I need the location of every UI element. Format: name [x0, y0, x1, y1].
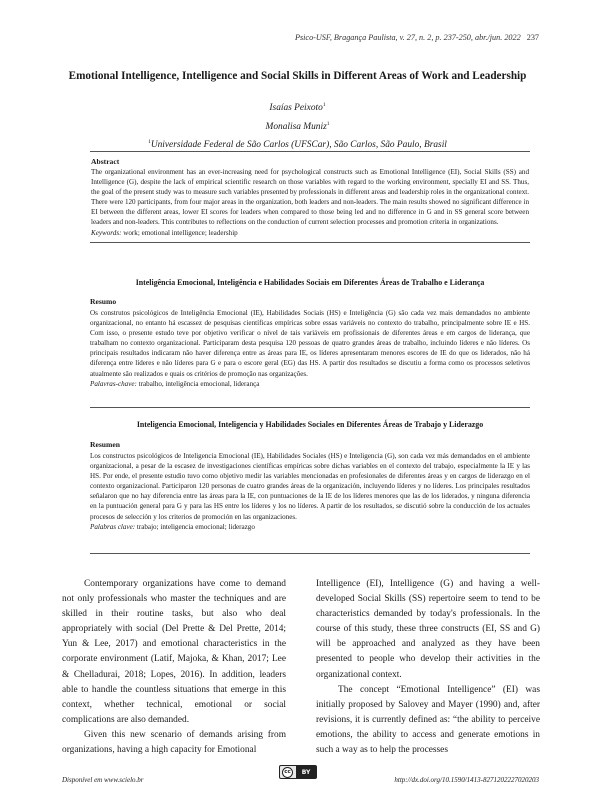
resumen-keywords: Palabras clave: trabajo; inteligencia emocional; liderazgo	[90, 522, 255, 531]
journal-citation: Psico-USF, Bragança Paulista, v. 27, n. 2, p. 237-250, abr./jun. 2022	[294, 33, 521, 42]
body-column-left	[62, 577, 286, 758]
resumo-label: Resumo	[90, 297, 117, 306]
author-2: Monalisa Muniz$^1$	[265, 120, 330, 132]
abstract-label: Abstract	[91, 157, 120, 166]
running-head	[295, 33, 539, 42]
creative-commons-icon: cc	[282, 767, 293, 778]
resumen-text: Los constructos psicológicos de Inteligencia Emocional (IE), Habilidades Sociales (HS) e Inteligencia (G), son cada vez más demandados en el ambiente organizacional, a pesar de la escasez de investigaciones científicas empíricas sobre dichas variables en el contexto del trabajo, especialmente la IE y las HS. Por ende, el presente estudio tuvo como objetivo medir las variables mencionadas en profesionales de diferentes áreas y en cargos de liderazgo en el contexto organizacional. Participaron 120 personas de cuatro grandes áreas de la organización, incluyendo líderes y no líderes. Los principales resultados señalaron que no hay diferencia entre las áreas para la IE, con puntuaciones de la IE de los líderes menores que las de los liderados, y ninguna diferencia en la puntuación general para G y para las HS entre los líderes y los no líderes. A partir de los resultados, se discutió sobre la conducción de los actuales procesos de selección y los criterios de promoción en las organizaciones.	[90, 452, 530, 521]
resumo-section	[90, 297, 530, 389]
footer-availability: Disponível em www.scielo.br	[62, 776, 144, 784]
spanish-title: Inteligencia Emocional, Inteligencia y Habilidades Sociales en Diferentes Áreas de Trabajo y Liderazgo	[136, 420, 484, 429]
page-number: 237	[526, 33, 539, 42]
affiliation: $^1$Universidade Federal de São Carlos (UFSCar), São Carlos, São Paulo, Brasil	[148, 139, 447, 151]
cc-by-license-badge[interactable]	[279, 765, 317, 779]
resumen-section	[90, 440, 530, 532]
author-list	[0, 98, 595, 154]
abstract-text: The organizational environment has an ever-increasing need for psychological constructs such as Emotional Intelligence (EI), Social Skills (SS) and Intelligence (G), despite the lack of empirical scientific research on those variables with regard to the working environment, specially EI and SS. Thus, the goal of the present study was to measure such variables presented by professionals in different areas and leadership roles in the organizational context. There were 120 participants, from four major areas in the organization, both leaders and non-leaders. The main results showed no significant difference in EI between the different areas, lower EI scores for leaders when compared to those being led and no difference in G and in SS general score between leaders and non-leaders. This contributes to reflections on the conduction of current selection processes and promotion criteria in organizations.	[91, 168, 529, 227]
paper-title: Emotional Intelligence, Intelligence and Social Skills in Different Areas of Work and Leadership	[68, 70, 527, 82]
doi-link[interactable]: http://dx.doi.org/10.1590/1413-8271202227020203	[394, 776, 539, 784]
abstract-section	[90, 151, 530, 243]
divider	[90, 407, 530, 408]
resumen-label: Resumen	[90, 440, 120, 449]
by-attribution-icon: BY	[296, 766, 316, 778]
author-1: Isaías Peixoto$^1$	[269, 102, 326, 114]
abstract-keywords: Keywords: work; emotional intelligence; leadership	[91, 228, 238, 237]
resumo-keywords: Palavras-chave: trabalho, inteligência emocional, liderança	[90, 379, 260, 388]
body-paragraph: Contemporary organizations have come to demand not only professionals who master the techniques and are skilled in their routine tasks, but also who deal appropriately with social (Del Prette & Del Prette, 2014; Yun & Lee, 2017) and emotional characteristics in the corporate environment (Latif, Majoka, & Khan, 2017; Lee & Chelladurai, 2018; Lopes, 2016). In addition, leaders able to handle the countless situations that emerge in this context, whether technical, emotional or social complications are also demanded.	[62, 579, 286, 725]
body-paragraph: The concept “Emotional Intelligence” (EI) was initially proposed by Salovey and Mayer (1990) and, after revisions, it is currently defined as: “the ability to perceive emotions, the ability to access and generate emotions in such a way as to help the processes	[316, 684, 540, 756]
body-paragraph: Intelligence (EI), Intelligence (G) and having a well-developed Social Skills (SS) repertoire seem to tend to be characteristics demanded by today's professionals. In the course of this study, these three constructs (EI, SS and G) will be approached and analyzed as they have been presented to people who develop their activities in the organizational context.	[316, 579, 540, 680]
divider	[90, 553, 530, 554]
portuguese-title: Inteligência Emocional, Inteligência e Habilidades Sociais em Diferentes Áreas de Trabalho e Liderança	[135, 278, 485, 287]
body-paragraph: Given this new scenario of demands arising from organizations, having a high capacity for Emotional	[62, 729, 286, 756]
body-column-right	[316, 577, 540, 758]
resumo-text: Os construtos psicológicos de Inteligência Emocional (IE), Habilidades Sociais (HS) e Inteligência (G) são cada vez mais demandados no ambiente organizacional, no entanto há escassez de pesquisas científicas empíricas sobre essas variáveis no contexto do trabalho, principalmente sobre IE e HS. Com isso, o presente estudo teve por objetivo verificar o nível de tais variáveis em profissionais de diferentes áreas e em cargos de liderança, que trabalham no contexto organizacional. Participaram desta pesquisa 120 pessoas de quatro grandes áreas de trabalho, incluindo líderes e não líderes. Os principais resultados indicaram não haver diferença entre as áreas para IE, os líderes apresentaram menores escores de IE do que os liderados, não há diferença entre líderes e não líderes para G e para o escore geral (EG) das HS. A partir dos resultados se discutiu a forma como os processos seletivos atualmente são realizados e quais os critérios de promoção nas organizações.	[90, 309, 530, 378]
